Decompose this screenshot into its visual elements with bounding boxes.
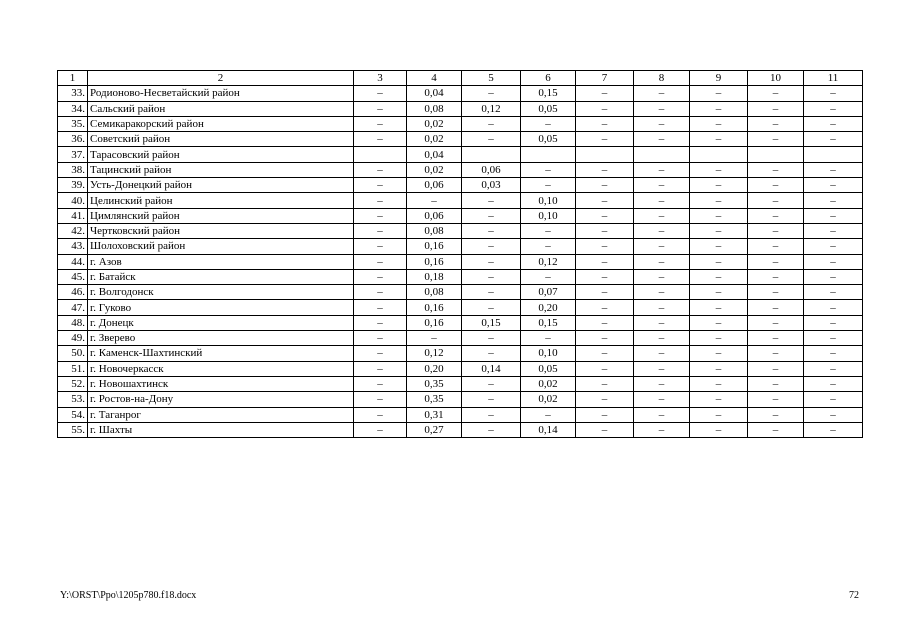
value-cell: –	[576, 285, 634, 300]
district-name-cell: Семикаракорский район	[88, 116, 354, 131]
header-cell: 4	[407, 71, 462, 86]
district-name-cell: Чертковский район	[88, 223, 354, 238]
value-cell: –	[634, 116, 690, 131]
row-number-cell: 55.	[58, 422, 88, 437]
value-cell: –	[634, 392, 690, 407]
value-cell	[354, 147, 407, 162]
value-cell: –	[354, 86, 407, 101]
value-cell: –	[804, 315, 863, 330]
value-cell: –	[634, 239, 690, 254]
value-cell: –	[354, 300, 407, 315]
value-cell: –	[576, 331, 634, 346]
value-cell: –	[804, 193, 863, 208]
district-name-cell: г. Новочеркасск	[88, 361, 354, 376]
district-name-cell: Советский район	[88, 132, 354, 147]
value-cell: –	[690, 392, 748, 407]
table-row	[58, 361, 863, 376]
value-cell: 0,03	[462, 178, 521, 193]
value-cell: –	[804, 162, 863, 177]
value-cell: 0,10	[521, 208, 576, 223]
value-cell: –	[354, 193, 407, 208]
value-cell: –	[462, 86, 521, 101]
header-cell: 11	[804, 71, 863, 86]
table-row	[58, 208, 863, 223]
value-cell: –	[690, 376, 748, 391]
value-cell: –	[634, 376, 690, 391]
row-number-cell: 45.	[58, 269, 88, 284]
value-cell: –	[634, 223, 690, 238]
value-cell: –	[690, 223, 748, 238]
district-name-cell: г. Ростов-на-Дону	[88, 392, 354, 407]
value-cell: –	[748, 239, 804, 254]
value-cell: 0,14	[521, 422, 576, 437]
value-cell: –	[748, 162, 804, 177]
value-cell: 0,02	[407, 162, 462, 177]
value-cell: –	[804, 254, 863, 269]
value-cell: 0,12	[521, 254, 576, 269]
value-cell: 0,10	[521, 193, 576, 208]
value-cell: –	[748, 178, 804, 193]
value-cell: –	[690, 315, 748, 330]
value-cell: –	[634, 361, 690, 376]
value-cell: –	[634, 315, 690, 330]
value-cell: –	[690, 132, 748, 147]
header-cell: 10	[748, 71, 804, 86]
value-cell: –	[804, 178, 863, 193]
value-cell: –	[462, 422, 521, 437]
value-cell: –	[690, 422, 748, 437]
value-cell: –	[462, 300, 521, 315]
district-name-cell: Родионово-Несветайский район	[88, 86, 354, 101]
value-cell: –	[748, 361, 804, 376]
row-number-cell: 50.	[58, 346, 88, 361]
value-cell: –	[634, 346, 690, 361]
district-name-cell: Тарасовский район	[88, 147, 354, 162]
value-cell: –	[521, 223, 576, 238]
value-cell: 0,06	[407, 208, 462, 223]
value-cell: –	[354, 101, 407, 116]
value-cell: 0,16	[407, 315, 462, 330]
value-cell: –	[690, 361, 748, 376]
header-cell: 5	[462, 71, 521, 86]
row-number-cell: 36.	[58, 132, 88, 147]
value-cell: –	[462, 346, 521, 361]
district-name-cell: г. Гуково	[88, 300, 354, 315]
row-number-cell: 53.	[58, 392, 88, 407]
value-cell: –	[354, 162, 407, 177]
value-cell: –	[462, 208, 521, 223]
table-row	[58, 422, 863, 437]
district-name-cell: г. Новошахтинск	[88, 376, 354, 391]
value-cell: –	[521, 178, 576, 193]
row-number-cell: 34.	[58, 101, 88, 116]
value-cell: –	[576, 422, 634, 437]
value-cell: –	[690, 331, 748, 346]
value-cell: 0,15	[521, 315, 576, 330]
table-row	[58, 239, 863, 254]
table-row	[58, 392, 863, 407]
value-cell: 0,12	[407, 346, 462, 361]
value-cell: 0,02	[521, 376, 576, 391]
value-cell: –	[748, 86, 804, 101]
value-cell: 0,18	[407, 269, 462, 284]
value-cell: –	[690, 346, 748, 361]
value-cell: –	[354, 132, 407, 147]
value-cell: –	[690, 300, 748, 315]
value-cell: 0,06	[407, 178, 462, 193]
value-cell: –	[462, 392, 521, 407]
value-cell: –	[576, 178, 634, 193]
table-row	[58, 315, 863, 330]
value-cell: –	[521, 269, 576, 284]
value-cell: –	[804, 223, 863, 238]
district-name-cell: Тацинский район	[88, 162, 354, 177]
value-cell: –	[634, 331, 690, 346]
value-cell: –	[354, 239, 407, 254]
row-number-cell: 40.	[58, 193, 88, 208]
header-cell: 9	[690, 71, 748, 86]
table-row	[58, 86, 863, 101]
value-cell: 0,31	[407, 407, 462, 422]
value-cell	[634, 147, 690, 162]
value-cell: 0,08	[407, 285, 462, 300]
value-cell: –	[354, 208, 407, 223]
value-cell: –	[748, 223, 804, 238]
value-cell: –	[354, 178, 407, 193]
table-row	[58, 223, 863, 238]
value-cell: –	[804, 208, 863, 223]
value-cell: 0,16	[407, 300, 462, 315]
value-cell: –	[576, 101, 634, 116]
header-cell: 8	[634, 71, 690, 86]
value-cell: 0,20	[521, 300, 576, 315]
value-cell: –	[804, 422, 863, 437]
value-cell: –	[690, 193, 748, 208]
header-cell: 3	[354, 71, 407, 86]
value-cell: –	[521, 116, 576, 131]
value-cell: –	[804, 346, 863, 361]
value-cell	[690, 147, 748, 162]
value-cell: –	[690, 254, 748, 269]
table-row	[58, 147, 863, 162]
value-cell: –	[804, 392, 863, 407]
value-cell: –	[804, 269, 863, 284]
row-number-cell: 44.	[58, 254, 88, 269]
value-cell: –	[634, 254, 690, 269]
value-cell: –	[748, 101, 804, 116]
value-cell: –	[804, 300, 863, 315]
row-number-cell: 42.	[58, 223, 88, 238]
value-cell: –	[634, 269, 690, 284]
row-number-cell: 49.	[58, 331, 88, 346]
value-cell: –	[354, 361, 407, 376]
value-cell: –	[576, 208, 634, 223]
value-cell: –	[690, 208, 748, 223]
value-cell: –	[354, 285, 407, 300]
value-cell: –	[690, 162, 748, 177]
value-cell: –	[690, 178, 748, 193]
value-cell: 0,04	[407, 86, 462, 101]
value-cell	[521, 147, 576, 162]
value-cell: –	[462, 223, 521, 238]
value-cell: –	[804, 116, 863, 131]
value-cell: –	[690, 239, 748, 254]
value-cell: –	[462, 132, 521, 147]
row-number-cell: 51.	[58, 361, 88, 376]
value-cell: –	[804, 331, 863, 346]
value-cell: –	[354, 315, 407, 330]
value-cell: –	[576, 361, 634, 376]
value-cell: –	[748, 132, 804, 147]
value-cell: –	[576, 300, 634, 315]
value-cell	[748, 147, 804, 162]
value-cell: –	[634, 407, 690, 422]
row-number-cell: 46.	[58, 285, 88, 300]
value-cell: –	[804, 376, 863, 391]
table-row	[58, 331, 863, 346]
value-cell: –	[634, 86, 690, 101]
value-cell: –	[354, 331, 407, 346]
district-name-cell: г. Шахты	[88, 422, 354, 437]
value-cell: 0,16	[407, 239, 462, 254]
value-cell: –	[748, 254, 804, 269]
value-cell: –	[462, 407, 521, 422]
row-number-cell: 38.	[58, 162, 88, 177]
value-cell: 0,08	[407, 101, 462, 116]
table-row	[58, 101, 863, 116]
value-cell: –	[634, 422, 690, 437]
value-cell: –	[576, 254, 634, 269]
data-table	[57, 70, 863, 438]
value-cell: 0,35	[407, 392, 462, 407]
table-body	[58, 71, 863, 438]
table-row	[58, 254, 863, 269]
value-cell: –	[804, 239, 863, 254]
value-cell: –	[748, 331, 804, 346]
table-row	[58, 407, 863, 422]
value-cell: –	[576, 392, 634, 407]
value-cell: –	[748, 346, 804, 361]
value-cell: –	[521, 407, 576, 422]
value-cell: –	[804, 407, 863, 422]
value-cell: –	[690, 86, 748, 101]
value-cell: –	[634, 300, 690, 315]
value-cell: –	[521, 162, 576, 177]
row-number-cell: 35.	[58, 116, 88, 131]
value-cell: –	[354, 422, 407, 437]
value-cell: 0,05	[521, 132, 576, 147]
value-cell: –	[748, 193, 804, 208]
value-cell: 0,05	[521, 101, 576, 116]
value-cell: 0,06	[462, 162, 521, 177]
value-cell: –	[462, 376, 521, 391]
value-cell: –	[354, 254, 407, 269]
value-cell: –	[576, 162, 634, 177]
value-cell: 0,04	[407, 147, 462, 162]
value-cell: –	[690, 101, 748, 116]
header-cell: 2	[88, 71, 354, 86]
value-cell: –	[748, 392, 804, 407]
header-cell: 7	[576, 71, 634, 86]
value-cell: –	[521, 239, 576, 254]
value-cell: 0,20	[407, 361, 462, 376]
value-cell: –	[354, 407, 407, 422]
row-number-cell: 52.	[58, 376, 88, 391]
table-row	[58, 269, 863, 284]
value-cell: –	[576, 239, 634, 254]
value-cell: –	[462, 285, 521, 300]
district-name-cell: Целинский район	[88, 193, 354, 208]
header-cell: 6	[521, 71, 576, 86]
value-cell: –	[354, 269, 407, 284]
value-cell: –	[576, 376, 634, 391]
value-cell	[576, 147, 634, 162]
table-header-row	[58, 71, 863, 86]
header-cell: 1	[58, 71, 88, 86]
district-name-cell: г. Зверево	[88, 331, 354, 346]
value-cell: –	[748, 315, 804, 330]
table-row	[58, 193, 863, 208]
district-name-cell: г. Батайск	[88, 269, 354, 284]
table-row	[58, 346, 863, 361]
value-cell: –	[748, 269, 804, 284]
value-cell: –	[634, 285, 690, 300]
value-cell: –	[407, 193, 462, 208]
district-name-cell: Шолоховский район	[88, 239, 354, 254]
value-cell: –	[462, 331, 521, 346]
district-name-cell: г. Таганрог	[88, 407, 354, 422]
value-cell: 0,12	[462, 101, 521, 116]
value-cell: 0,10	[521, 346, 576, 361]
value-cell: –	[462, 193, 521, 208]
value-cell	[462, 147, 521, 162]
value-cell: –	[576, 346, 634, 361]
value-cell: –	[804, 132, 863, 147]
value-cell: –	[354, 223, 407, 238]
value-cell: –	[804, 101, 863, 116]
value-cell: –	[634, 101, 690, 116]
row-number-cell: 54.	[58, 407, 88, 422]
district-name-cell: г. Волгодонск	[88, 285, 354, 300]
table-row	[58, 132, 863, 147]
row-number-cell: 39.	[58, 178, 88, 193]
table-row	[58, 300, 863, 315]
value-cell: –	[462, 254, 521, 269]
value-cell: –	[748, 285, 804, 300]
row-number-cell: 48.	[58, 315, 88, 330]
row-number-cell: 41.	[58, 208, 88, 223]
value-cell: 0,14	[462, 361, 521, 376]
value-cell: 0,27	[407, 422, 462, 437]
table-row	[58, 376, 863, 391]
value-cell: –	[576, 116, 634, 131]
table-row	[58, 116, 863, 131]
value-cell: –	[462, 116, 521, 131]
value-cell: –	[634, 178, 690, 193]
value-cell: –	[521, 331, 576, 346]
value-cell: 0,02	[521, 392, 576, 407]
value-cell: 0,08	[407, 223, 462, 238]
value-cell: –	[804, 285, 863, 300]
value-cell: –	[748, 422, 804, 437]
value-cell: –	[690, 407, 748, 422]
row-number-cell: 43.	[58, 239, 88, 254]
footer-page-number: 72	[849, 590, 859, 601]
footer-file-path: Y:\ORST\Ppo\1205p780.f18.docx	[60, 590, 197, 601]
value-cell: 0,15	[521, 86, 576, 101]
value-cell: –	[804, 86, 863, 101]
value-cell: –	[462, 269, 521, 284]
value-cell: –	[407, 331, 462, 346]
value-cell: 0,16	[407, 254, 462, 269]
district-name-cell: Цимлянский район	[88, 208, 354, 223]
value-cell: –	[462, 239, 521, 254]
value-cell: 0,05	[521, 361, 576, 376]
row-number-cell: 47.	[58, 300, 88, 315]
table-row	[58, 162, 863, 177]
value-cell: 0,15	[462, 315, 521, 330]
value-cell: –	[634, 162, 690, 177]
table-row	[58, 285, 863, 300]
value-cell: 0,07	[521, 285, 576, 300]
value-cell: –	[354, 346, 407, 361]
table-row	[58, 178, 863, 193]
value-cell: 0,35	[407, 376, 462, 391]
value-cell: –	[634, 132, 690, 147]
district-name-cell: Сальский район	[88, 101, 354, 116]
district-name-cell: Усть-Донецкий район	[88, 178, 354, 193]
value-cell: –	[576, 223, 634, 238]
value-cell: –	[354, 116, 407, 131]
value-cell: –	[748, 376, 804, 391]
district-name-cell: г. Азов	[88, 254, 354, 269]
value-cell: –	[576, 315, 634, 330]
value-cell: –	[576, 407, 634, 422]
value-cell: –	[690, 116, 748, 131]
value-cell	[804, 147, 863, 162]
value-cell: –	[748, 407, 804, 422]
value-cell: –	[634, 193, 690, 208]
value-cell: –	[748, 116, 804, 131]
value-cell: –	[748, 300, 804, 315]
value-cell: –	[690, 269, 748, 284]
value-cell: –	[354, 392, 407, 407]
value-cell: –	[690, 285, 748, 300]
value-cell: –	[576, 193, 634, 208]
value-cell: –	[804, 361, 863, 376]
row-number-cell: 33.	[58, 86, 88, 101]
value-cell: –	[748, 208, 804, 223]
value-cell: –	[576, 132, 634, 147]
value-cell: –	[634, 208, 690, 223]
value-cell: 0,02	[407, 132, 462, 147]
row-number-cell: 37.	[58, 147, 88, 162]
value-cell: –	[576, 269, 634, 284]
value-cell: –	[576, 86, 634, 101]
district-name-cell: г. Каменск-Шахтинский	[88, 346, 354, 361]
value-cell: 0,02	[407, 116, 462, 131]
value-cell: –	[354, 376, 407, 391]
district-name-cell: г. Донецк	[88, 315, 354, 330]
